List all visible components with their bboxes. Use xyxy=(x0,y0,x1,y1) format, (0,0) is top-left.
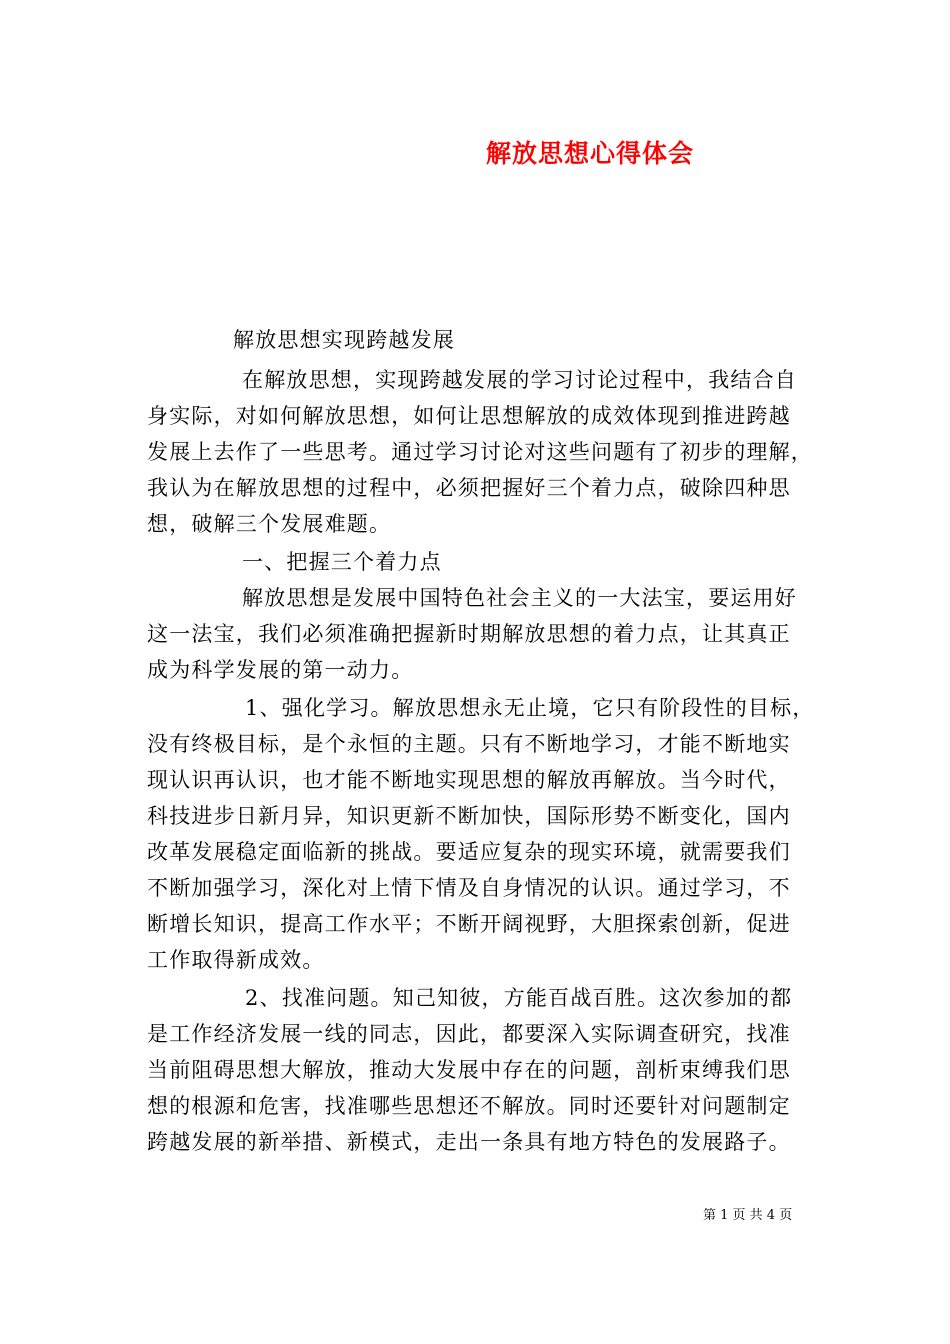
body-line: 想的根源和危害，找准哪些思想还不解放。同时还要针对问题制定 xyxy=(147,1094,791,1118)
section-heading: 一、把握三个着力点 xyxy=(242,550,442,574)
body-line: 工作取得新成效。 xyxy=(147,948,325,972)
body-line: 断增长知识，提高工作水平；不断开阔视野，大胆探索创新，促进 xyxy=(147,912,791,936)
body-line: 2、找准问题。知己知彼，方能百战百胜。这次参加的都 xyxy=(245,986,793,1010)
body-line: 1、强化学习。解放思想永无止境，它只有阶段性的目标， xyxy=(245,696,815,720)
document-title: 解放思想心得体会 xyxy=(485,139,694,168)
body-line: 身实际，对如何解放思想，如何让思想解放的成效体现到推进跨越 xyxy=(147,404,791,428)
body-line: 没有终极目标，是个永恒的主题。只有不断地学习，才能不断地实 xyxy=(147,732,791,756)
body-line: 我认为在解放思想的过程中，必须把握好三个着力点，破除四种思 xyxy=(147,476,791,500)
section-subtitle: 解放思想实现跨越发展 xyxy=(233,328,455,352)
body-line: 现认识再认识，也才能不断地实现思想的解放再解放。当今时代， xyxy=(147,768,791,792)
body-line: 发展上去作了一些思考。通过学习讨论对这些问题有了初步的理解， xyxy=(147,440,813,464)
body-line: 跨越发展的新举措、新模式，走出一条具有地方特色的发展路子。 xyxy=(147,1130,791,1154)
body-line: 这一法宝，我们必须准确把握新时期解放思想的着力点，让其真正 xyxy=(147,622,791,646)
body-line: 改革发展稳定面临新的挑战。要适应复杂的现实环境，就需要我们 xyxy=(147,840,791,864)
body-line: 解放思想是发展中国特色社会主义的一大法宝，要运用好 xyxy=(242,586,797,610)
body-line: 不断加强学习，深化对上情下情及自身情况的认识。通过学习，不 xyxy=(147,876,791,900)
body-line: 在解放思想，实现跨越发展的学习讨论过程中，我结合自 xyxy=(242,368,797,392)
body-line: 当前阻碍思想大解放，推动大发展中存在的问题，剖析束缚我们思 xyxy=(147,1058,791,1082)
page-number-footer: 第 1 页 共 4 页 xyxy=(703,1208,793,1223)
body-line: 是工作经济发展一线的同志，因此，都要深入实际调查研究，找准 xyxy=(147,1022,791,1046)
body-line: 想，破解三个发展难题。 xyxy=(147,512,392,536)
body-line: 科技进步日新月异，知识更新不断加快，国际形势不断变化，国内 xyxy=(147,804,791,828)
body-line: 成为科学发展的第一动力。 xyxy=(147,658,414,682)
